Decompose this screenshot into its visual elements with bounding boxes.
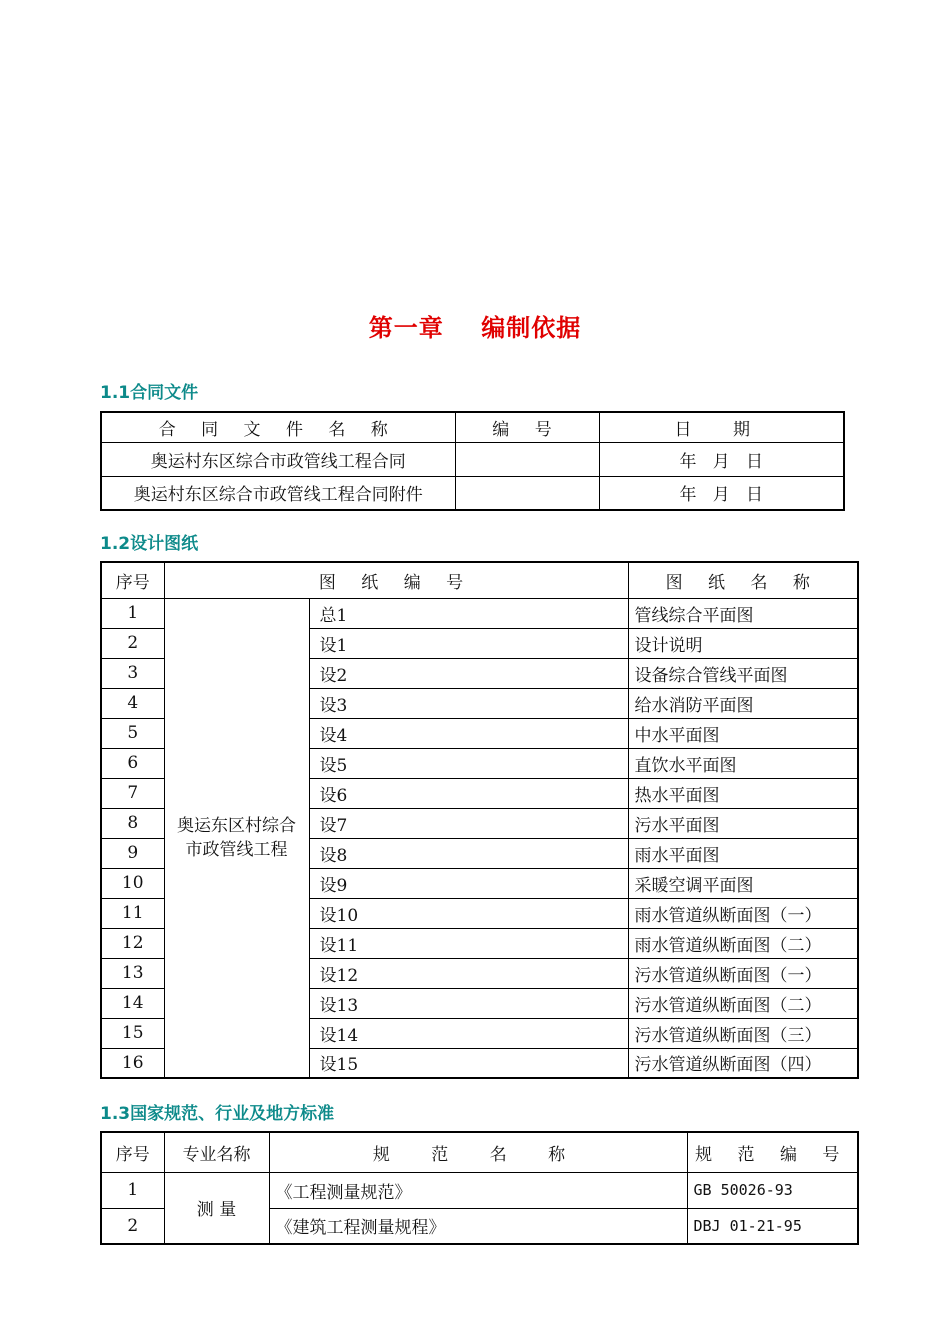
table-row — [101, 1172, 858, 1208]
drawing-name: 设计说明 — [628, 628, 858, 658]
standards-table — [100, 1131, 859, 1245]
drawing-code: 设15 — [309, 1048, 628, 1078]
row-seq: 4 — [101, 688, 164, 718]
row-seq: 5 — [101, 718, 164, 748]
column-header: 合 同 文 件 名 称 — [101, 412, 455, 442]
standard-code: GB 50026-93 — [687, 1172, 858, 1208]
contract-date: 年 月 日 — [599, 442, 844, 476]
drawing-name: 中水平面图 — [628, 718, 858, 748]
chapter-title: 第一章 编制依据 — [368, 314, 582, 342]
drawing-code: 设11 — [309, 928, 628, 958]
standard-name: 《建筑工程测量规程》 — [269, 1208, 687, 1244]
drawing-code: 总1 — [309, 598, 628, 628]
standard-name: 《工程测量规范》 — [269, 1172, 687, 1208]
standard-code: DBJ 01-21-95 — [687, 1208, 858, 1244]
drawing-name: 污水管道纵断面图（三） — [628, 1018, 858, 1048]
row-seq: 8 — [101, 808, 164, 838]
row-seq: 2 — [101, 1208, 164, 1244]
drawing-name: 污水管道纵断面图（二） — [628, 988, 858, 1018]
contract-table — [100, 411, 845, 511]
contract-name: 奥运村东区综合市政管线工程合同 — [101, 442, 455, 476]
column-header: 规 范 编 号 — [687, 1132, 858, 1172]
drawing-code: 设4 — [309, 718, 628, 748]
column-header: 序号 — [101, 1132, 164, 1172]
drawing-name: 热水平面图 — [628, 778, 858, 808]
column-header: 序号 — [101, 562, 164, 598]
row-seq: 1 — [101, 598, 164, 628]
contract-name: 奥运村东区综合市政管线工程合同附件 — [101, 476, 455, 510]
row-seq: 15 — [101, 1018, 164, 1048]
table-row — [101, 476, 844, 510]
drawing-name: 污水管道纵断面图（一） — [628, 958, 858, 988]
drawing-code: 设8 — [309, 838, 628, 868]
drawing-code: 设13 — [309, 988, 628, 1018]
contract-date: 年 月 日 — [599, 476, 844, 510]
drawing-code: 设2 — [309, 658, 628, 688]
row-seq: 9 — [101, 838, 164, 868]
row-seq: 13 — [101, 958, 164, 988]
drawing-name: 雨水管道纵断面图（一） — [628, 898, 858, 928]
row-seq: 14 — [101, 988, 164, 1018]
column-header: 编 号 — [455, 412, 599, 442]
drawing-name: 污水管道纵断面图（四） — [628, 1048, 858, 1078]
contract-number — [455, 442, 599, 476]
row-seq: 1 — [101, 1172, 164, 1208]
table-row — [101, 598, 858, 628]
row-seq: 10 — [101, 868, 164, 898]
table-row — [101, 442, 844, 476]
drawing-name: 雨水管道纵断面图（二） — [628, 928, 858, 958]
drawing-code: 设6 — [309, 778, 628, 808]
row-seq: 12 — [101, 928, 164, 958]
drawing-code: 设10 — [309, 898, 628, 928]
section-heading-contract: 1.1合同文件 — [100, 383, 199, 403]
column-header: 规 范 名 称 — [269, 1132, 687, 1172]
section-heading-standards: 1.3国家规范、行业及地方标准 — [100, 1104, 335, 1124]
drawing-name: 直饮水平面图 — [628, 748, 858, 778]
specialty-name-cell: 测 量 — [164, 1172, 269, 1244]
row-seq: 2 — [101, 628, 164, 658]
row-seq: 16 — [101, 1048, 164, 1078]
column-header: 图 纸 名 称 — [628, 562, 858, 598]
drawing-code: 设5 — [309, 748, 628, 778]
row-seq: 6 — [101, 748, 164, 778]
column-header: 图 纸 编 号 — [164, 562, 628, 598]
drawing-code: 设1 — [309, 628, 628, 658]
column-header: 专业名称 — [164, 1132, 269, 1172]
drawing-name: 给水消防平面图 — [628, 688, 858, 718]
drawing-code: 设3 — [309, 688, 628, 718]
drawing-name: 采暖空调平面图 — [628, 868, 858, 898]
table-header-row — [101, 412, 844, 442]
drawing-name: 雨水平面图 — [628, 838, 858, 868]
drawing-name: 管线综合平面图 — [628, 598, 858, 628]
row-seq: 11 — [101, 898, 164, 928]
drawing-name: 污水平面图 — [628, 808, 858, 838]
table-header-row — [101, 1132, 858, 1172]
contract-number — [455, 476, 599, 510]
drawing-code: 设14 — [309, 1018, 628, 1048]
table-header-row — [101, 562, 858, 598]
column-header: 日 期 — [599, 412, 844, 442]
project-name-cell: 奥运东区村综合市政管线工程 — [164, 598, 309, 1078]
section-heading-drawings: 1.2设计图纸 — [100, 534, 199, 554]
drawings-table — [100, 561, 859, 1079]
drawing-code: 设7 — [309, 808, 628, 838]
drawing-code: 设12 — [309, 958, 628, 988]
drawing-code: 设9 — [309, 868, 628, 898]
row-seq: 7 — [101, 778, 164, 808]
drawing-name: 设备综合管线平面图 — [628, 658, 858, 688]
row-seq: 3 — [101, 658, 164, 688]
